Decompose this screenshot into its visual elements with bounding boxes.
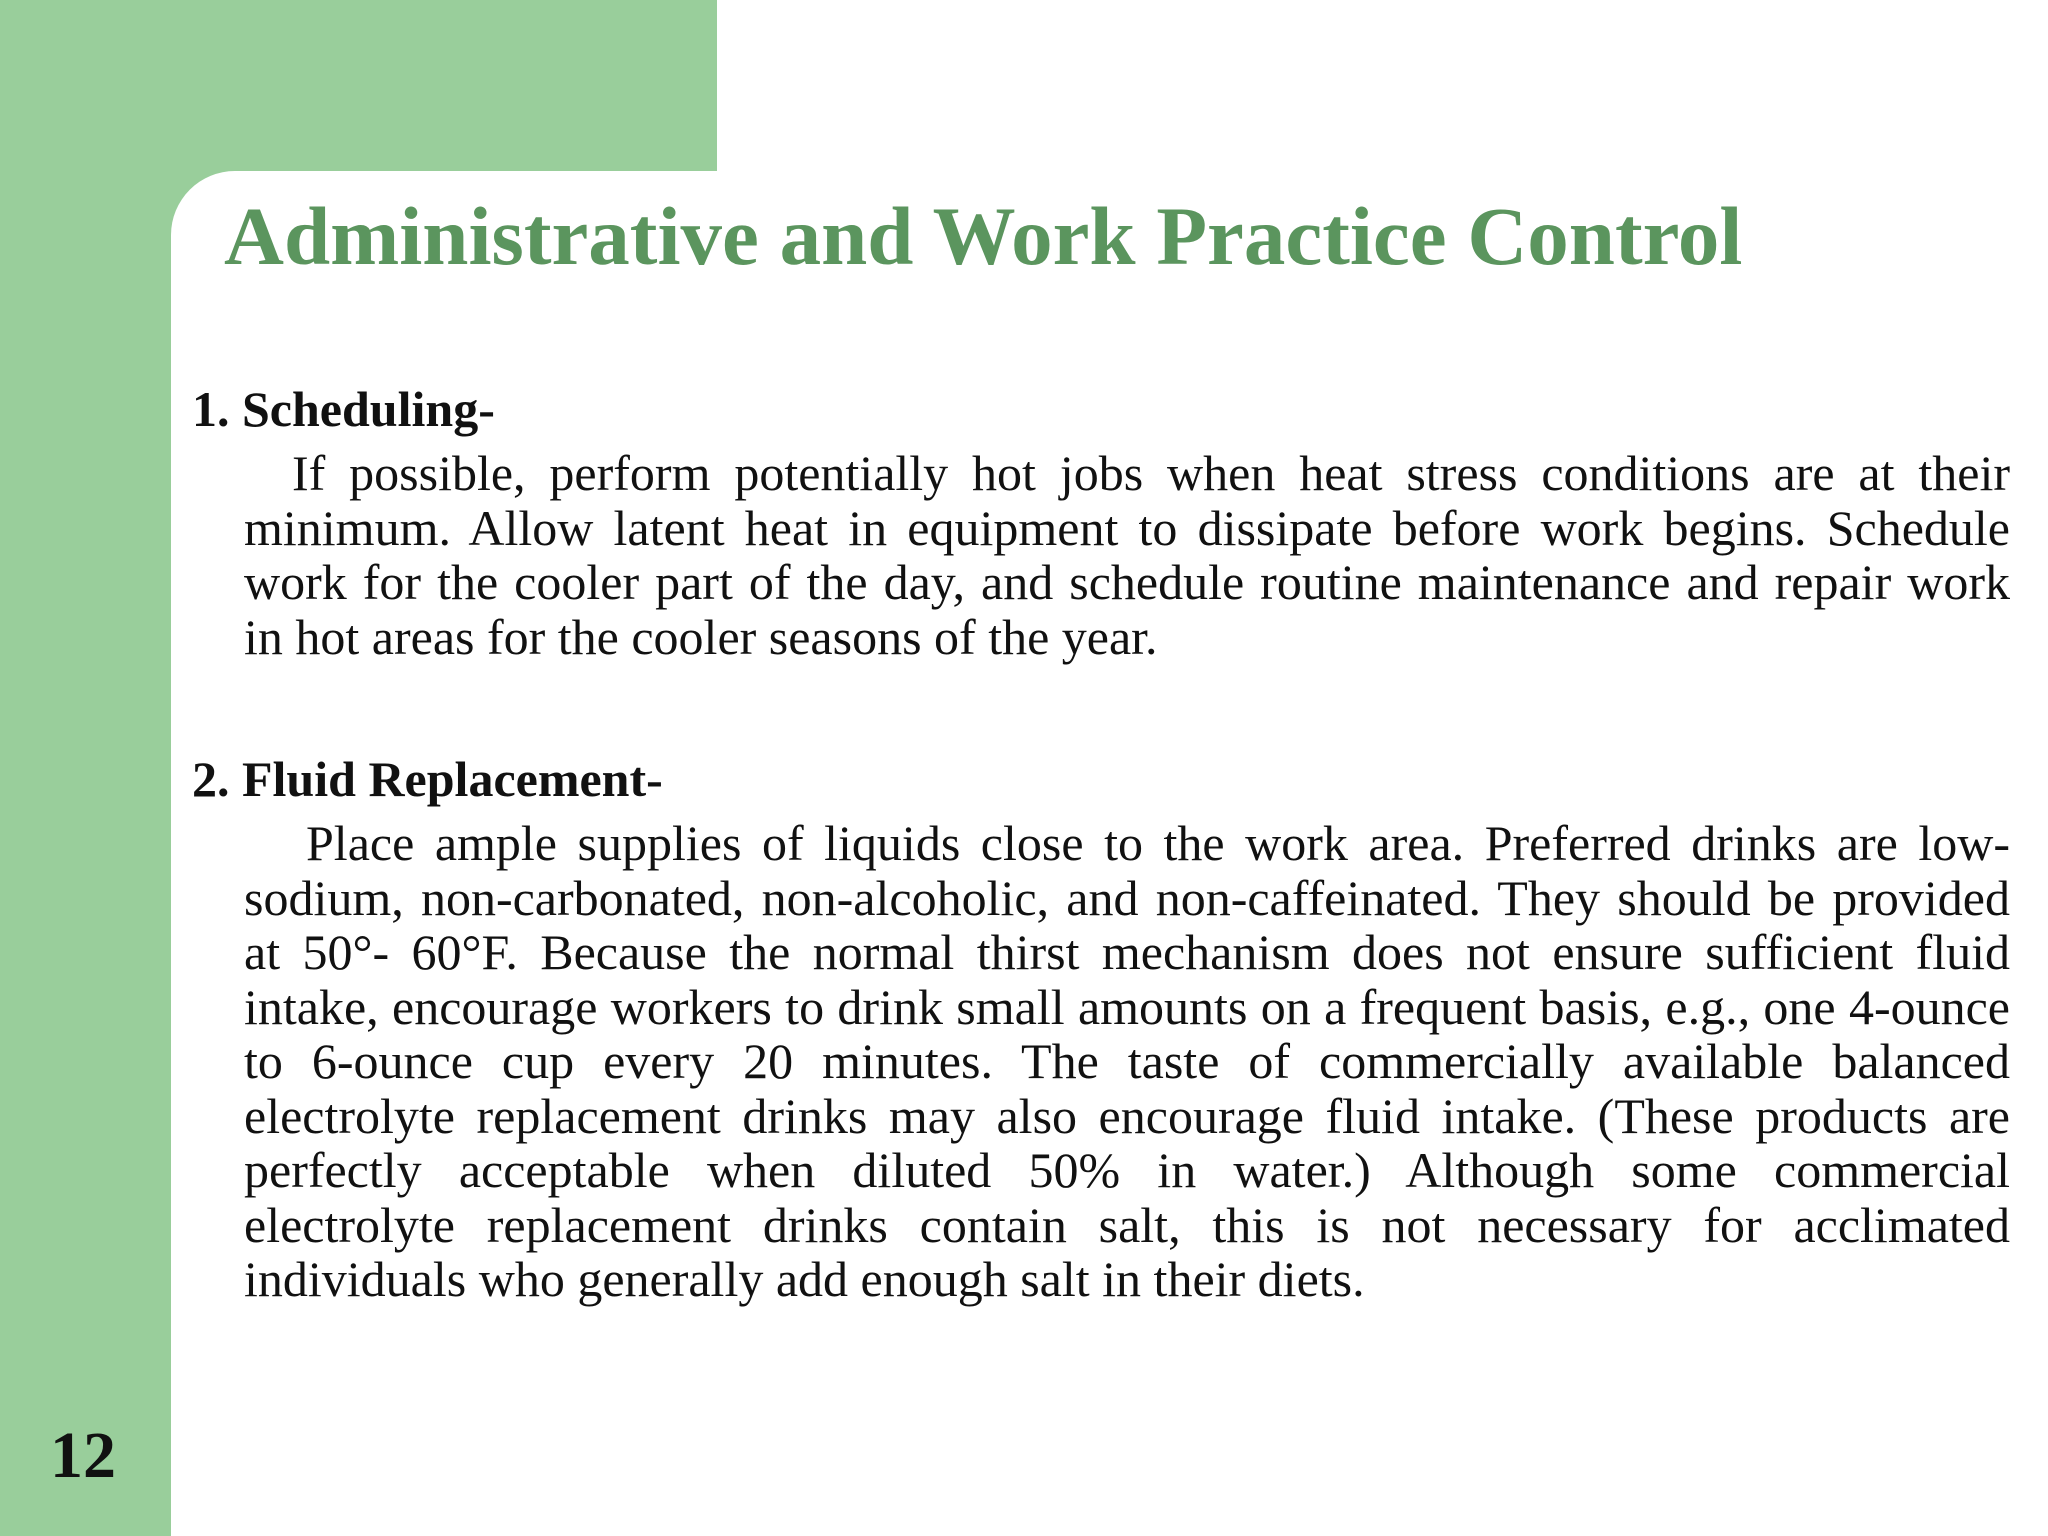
top-accent-bar: [0, 0, 717, 171]
left-accent-bar: [0, 0, 171, 1536]
section-heading: 1. Scheduling-: [192, 381, 495, 437]
section-scheduling: [192, 380, 2010, 664]
slide-title: Administrative and Work Practice Control: [224, 190, 1743, 282]
section-body: Place ample supplies of liquids close to the work area. Preferred drinks are low-sodium, non-carbonated, non-alcoholic, and non-caffeinated. They should be provided at 50°- 60°F. Because the normal thirst mechanism does not ensure sufficient fluid intake, encourage workers to drink small amounts on a frequent basis, e.g., one 4-ounce to 6-ounce cup every 20 minutes. The taste of commercially available balanced electrolyte replacement drinks may also encourage fluid intake. (These products are perfectly acceptable when diluted 50% in water.) Although some commercial electrolyte replacement drinks contain salt, this is not necessary for acclimated individuals who generally add enough salt in their diets.: [244, 815, 2010, 1307]
page-number: 12: [50, 1419, 116, 1492]
section-heading: 2. Fluid Replacement-: [192, 751, 663, 807]
section-body: If possible, perform potentially hot jobs when heat stress conditions are at their minimum. Allow latent heat in equipment to dissipate before work begins. Schedule work for the cooler part of the day, and schedule routine maintenance and repair work in hot areas for the cooler seasons of the year.: [244, 445, 2010, 665]
section-fluid-replacement: [192, 750, 2010, 1307]
